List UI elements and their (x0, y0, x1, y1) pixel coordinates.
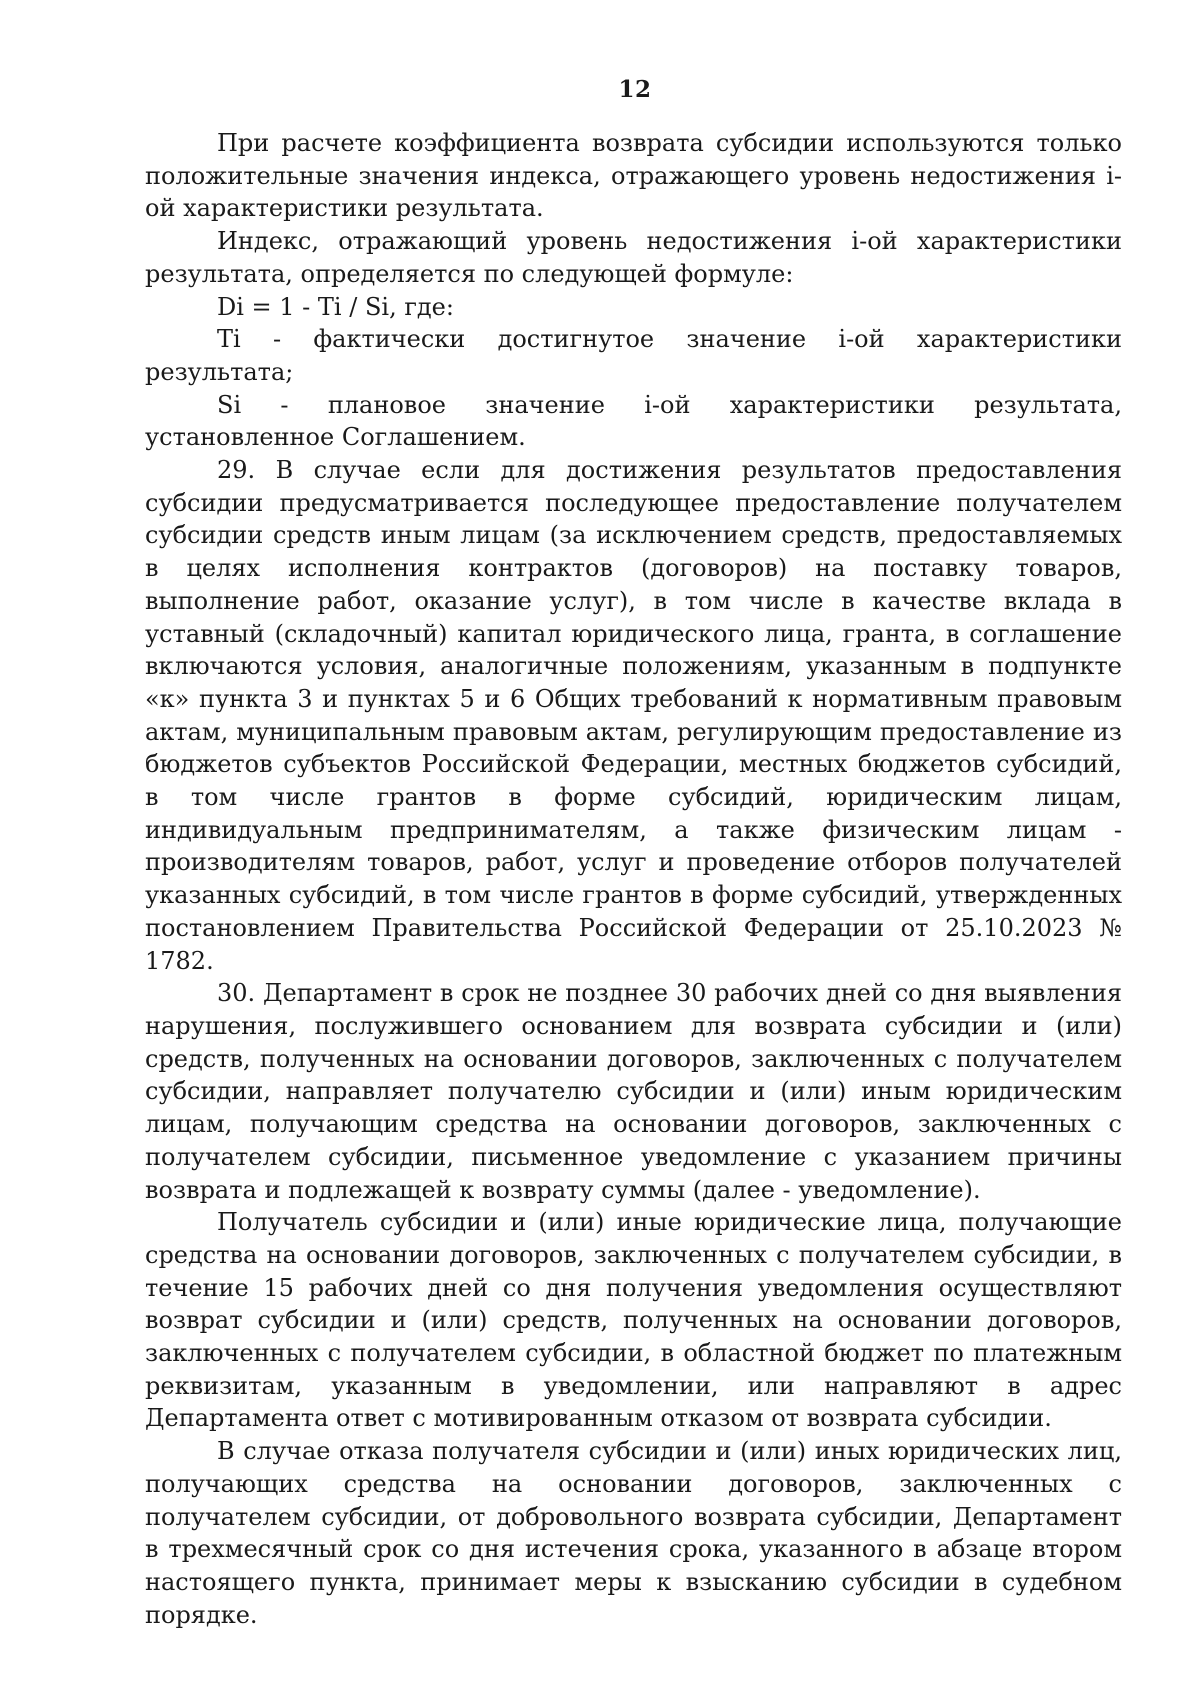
paragraph-coefficient-note: При расчете коэффициента возврата субсидии используются только положительные значения индекса, отражающего уровень недостижения i-ой характеристики результата. (145, 129, 1122, 223)
paragraph-ti-definition: Ti - фактически достигнутое значение i-ой характеристики результата; (145, 325, 1122, 386)
document-body (145, 127, 1122, 1631)
page-number: 12 (618, 76, 652, 103)
formula-line: Di = 1 - Ti / Si, где: (217, 292, 454, 321)
paragraph-index-definition: Индекс, отражающий уровень недостижения i-ой характеристики результата, определяется по следующей формуле: (145, 227, 1122, 288)
paragraph-si-definition: Si - плановое значение i-ой характеристики результата, установленное Соглашением. (145, 390, 1122, 452)
paragraph-clause-30: 30. Департамент в срок не позднее 30 рабочих дней со дня выявления нарушения, послужившего основанием для возврата субсидии и (или) средств, полученных на основании договоров, заключенных с получателем субсидии, направляет получателю субсидии и (или) иным юридическим лицам, получающим средства на основании договоров, заключенных с получателем субсидии, письменное уведомление с указанием причины возврата и подлежащей к возврату суммы (далее - уведомление). (145, 979, 1122, 1204)
paragraph-clause-29: 29. В случае если для достижения результатов предоставления субсидии предусматривается последующее предоставление получателем субсидии средств иным лицам (за исключением средств, предоставляемых в целях исполнения контрактов (договоров) на поставку товаров, выполнение работ, оказание услуг), в том числе в качестве вклада в уставный (складочный) капитал юридического лица, гранта, в соглашение включаются условия, аналогичные положениям, указанным в подпункте «к» пункта 3 и пунктах 5 и 6 Общих требований к нормативным правовым актам, муниципальным правовым актам, регулирующим предоставление из бюджетов субъектов Российской Федерации, местных бюджетов субсидий, в том числе грантов в форме субсидий, юридическим лицам, индивидуальным предпринимателям, а также физическим лицам - производителям товаров, работ, услуг и проведение отборов получателей указанных субсидий, в том числе грантов в форме субсидий, утвержденных постановлением Правительства Российской Федерации от 25.10.2023 № 1782. (145, 456, 1122, 975)
paragraph-recipient-return: Получатель субсидии и (или) иные юридические лица, получающие средства на основании договоров, заключенных с получателем субсидии, в течение 15 рабочих дней со дня получения уведомления осуществляют возврат субсидии и (или) средств, полученных на основании договоров, заключенных с получателем субсидии, в областной бюджет по платежным реквизитам, указанным в уведомлении, или направляют в адрес Департамента ответ с мотивированным отказом от возврата субсидии. (145, 1208, 1122, 1433)
paragraph-refusal-case: В случае отказа получателя субсидии и (или) иных юридических лиц, получающих средства на основании договоров, заключенных с получателем субсидии, от добровольного возврата субсидии, Департамент в трехмесячный срок со дня истечения срока, указанного в абзаце втором настоящего пункта, принимает меры к взысканию субсидии в судебном порядке. (145, 1437, 1122, 1629)
